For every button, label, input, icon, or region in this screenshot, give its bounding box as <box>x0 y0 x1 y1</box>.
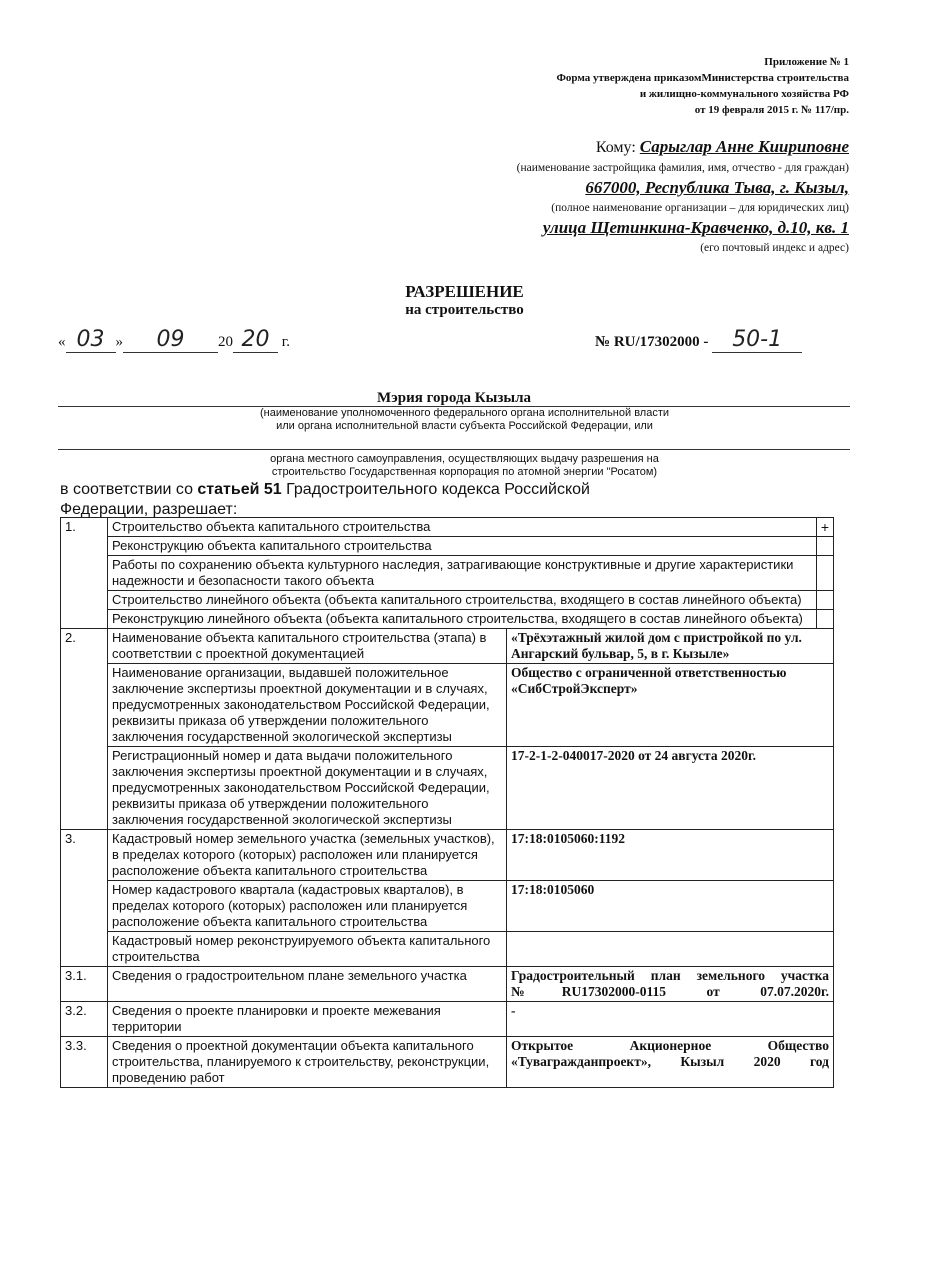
table-row <box>61 830 834 881</box>
intro-paragraph <box>60 480 620 520</box>
date-g: г. <box>281 334 290 350</box>
table-row <box>61 967 834 1002</box>
table-row <box>61 591 834 610</box>
table-row <box>61 518 834 537</box>
row-mark <box>816 591 833 610</box>
date-open-quote: « <box>58 334 66 350</box>
table-row <box>61 932 834 967</box>
recipient-address-2: улица Щетинкина-Кравченко, д.10, кв. 1 <box>542 218 849 237</box>
document-title: РАЗРЕШЕНИЕ <box>405 282 524 301</box>
row-value: «Трёхэтажный жилой дом с пристройкой по ул. Ангарский бульвар, 5, в г. Кызыле» <box>507 629 834 664</box>
table-row <box>61 881 834 932</box>
recipient-block <box>517 137 849 258</box>
row-number: 3.2. <box>61 1002 108 1037</box>
recipient-address-note: (его почтовый индекс и адрес) <box>700 242 849 254</box>
appendix-line: от 19 февраля 2015 г. № 117/пр. <box>694 104 849 116</box>
table-row <box>61 610 834 629</box>
appendix-header <box>556 54 849 118</box>
table-row <box>61 629 834 664</box>
recipient-address-1: 667000, Республика Тыва, г. Кызыл, <box>585 178 849 197</box>
table-row <box>61 1002 834 1037</box>
row-description: Строительство линейного объекта (объекта капитального строительства, входящего в состав линейного объекта) <box>108 591 817 610</box>
permit-table <box>60 517 834 1088</box>
issuer-note-2: или органа исполнительной власти субъекта Российской Федерации, или <box>276 420 653 432</box>
intro-text: Градостроительного кодекса Российской Федерации, разрешает: <box>60 481 590 518</box>
recipient-org-note: (полное наименование организации – для юридических лиц) <box>551 202 849 214</box>
permit-number-handwritten: 50-1 <box>712 327 802 353</box>
row-value: 17:18:0105060 <box>507 881 834 932</box>
to-label: Кому: <box>595 139 636 156</box>
issuer-note-1: (наименование уполномоченного федерального органа исполнительной власти <box>259 407 670 419</box>
row-description: Работы по сохранению объекта культурного наследия, затрагивающие конструктивные и другие характеристики надежности и безопасности такого объекта <box>108 556 817 591</box>
date-year-suffix: 20 <box>233 327 278 353</box>
date-close-quote: » <box>115 334 123 350</box>
recipient-name-note: (наименование застройщика фамилия, имя, отчество - для граждан) <box>516 162 849 174</box>
intro-text: в соответствии со <box>60 481 198 498</box>
issuer-note-4: строительство Государственная корпорация по атомной энергии "Росатом) <box>271 466 658 478</box>
row-number: 3.3. <box>61 1037 108 1088</box>
intro-article: статьей 51 <box>197 481 282 498</box>
appendix-line: и жилищно-коммунального хозяйства РФ <box>639 88 849 100</box>
table-row <box>61 747 834 830</box>
appendix-title: Приложение № 1 <box>764 56 849 68</box>
date-year-prefix: 20 <box>218 334 233 350</box>
table-row <box>61 1037 834 1088</box>
row-mark: + <box>816 518 833 537</box>
document-subtitle: на строительство <box>405 302 524 318</box>
row-description: Строительство объекта капитального строительства <box>108 518 817 537</box>
issuer-note-3: органа местного самоуправления, осуществляющих выдачу разрешения на <box>270 453 659 465</box>
row-mark <box>816 537 833 556</box>
issuer-rule-2 <box>58 449 850 450</box>
row-number: 1. <box>61 518 108 629</box>
row-description: Кадастровый номер реконструируемого объекта капитального строительства <box>108 932 507 967</box>
permit-number <box>595 327 802 353</box>
table-row <box>61 664 834 747</box>
row-description: Кадастровый номер земельного участка (земельных участков), в пределах которого (которых) расположен или планируется расположение объекта капитального строительства <box>108 830 507 881</box>
row-mark <box>816 556 833 591</box>
row-value: - <box>507 1002 834 1037</box>
row-description: Наименование организации, выдавшей положительное заключение экспертизы проектной документации и в случаях, предусмотренных законодательством Российской Федерации, реквизиты приказа об утверждении положительного заключения государственной экологической экспертизы <box>108 664 507 747</box>
row-description: Наименование объекта капитального строительства (этапа) в соответствии с проектной документацией <box>108 629 507 664</box>
row-number: 2. <box>61 629 108 830</box>
issuer-name: Мэрия города Кызыла <box>376 390 532 406</box>
date-day: 03 <box>66 327 116 353</box>
row-mark <box>816 610 833 629</box>
recipient-name: Сарыглар Анне Киириповне <box>639 137 849 156</box>
row-number: 3. <box>61 830 108 967</box>
row-value: Общество с ограниченной ответственностью «СибСтройЭксперт» <box>507 664 834 747</box>
table-row <box>61 556 834 591</box>
row-number: 3.1. <box>61 967 108 1002</box>
row-description: Сведения о проектной документации объекта капитального строительства, планируемого к строительству, реконструкции, проведению работ <box>108 1037 507 1088</box>
table-row <box>61 537 834 556</box>
row-description: Регистрационный номер и дата выдачи положительного заключения экспертизы проектной документации и в случаях, предусмотренных законодательством Российской Федерации, реквизиты приказа об утверждении положительного заключения государственной экологической экспертизы <box>108 747 507 830</box>
row-description: Сведения о градостроительном плане земельного участка <box>108 967 507 1002</box>
row-value <box>507 932 834 967</box>
date-month: 09 <box>123 327 218 353</box>
issue-date <box>58 327 290 353</box>
row-description: Номер кадастрового квартала (кадастровых кварталов), в пределах которого (которых) расположен или планируется расположение объекта капитального строительства <box>108 881 507 932</box>
row-value: 17-2-1-2-040017-2020 от 24 августа 2020г. <box>507 747 834 830</box>
permit-number-prefix: № RU/17302000 - <box>595 334 709 350</box>
row-value: 17:18:0105060:1192 <box>507 830 834 881</box>
row-description: Реконструкцию линейного объекта (объекта капитального строительства, входящего в состав линейного объекта) <box>108 610 817 629</box>
row-value: Градостроительный план земельного участка №RU17302000-0115 от 07.07.2020г. <box>507 967 834 1002</box>
row-description: Сведения о проекте планировки и проекте межевания территории <box>108 1002 507 1037</box>
row-description: Реконструкцию объекта капитального строительства <box>108 537 817 556</box>
appendix-line: Форма утверждена приказомМинистерства строительства <box>556 72 849 84</box>
row-value: Открытое Акционерное Общество «Тувагражданпроект», Кызыл 2020 год <box>507 1037 834 1088</box>
